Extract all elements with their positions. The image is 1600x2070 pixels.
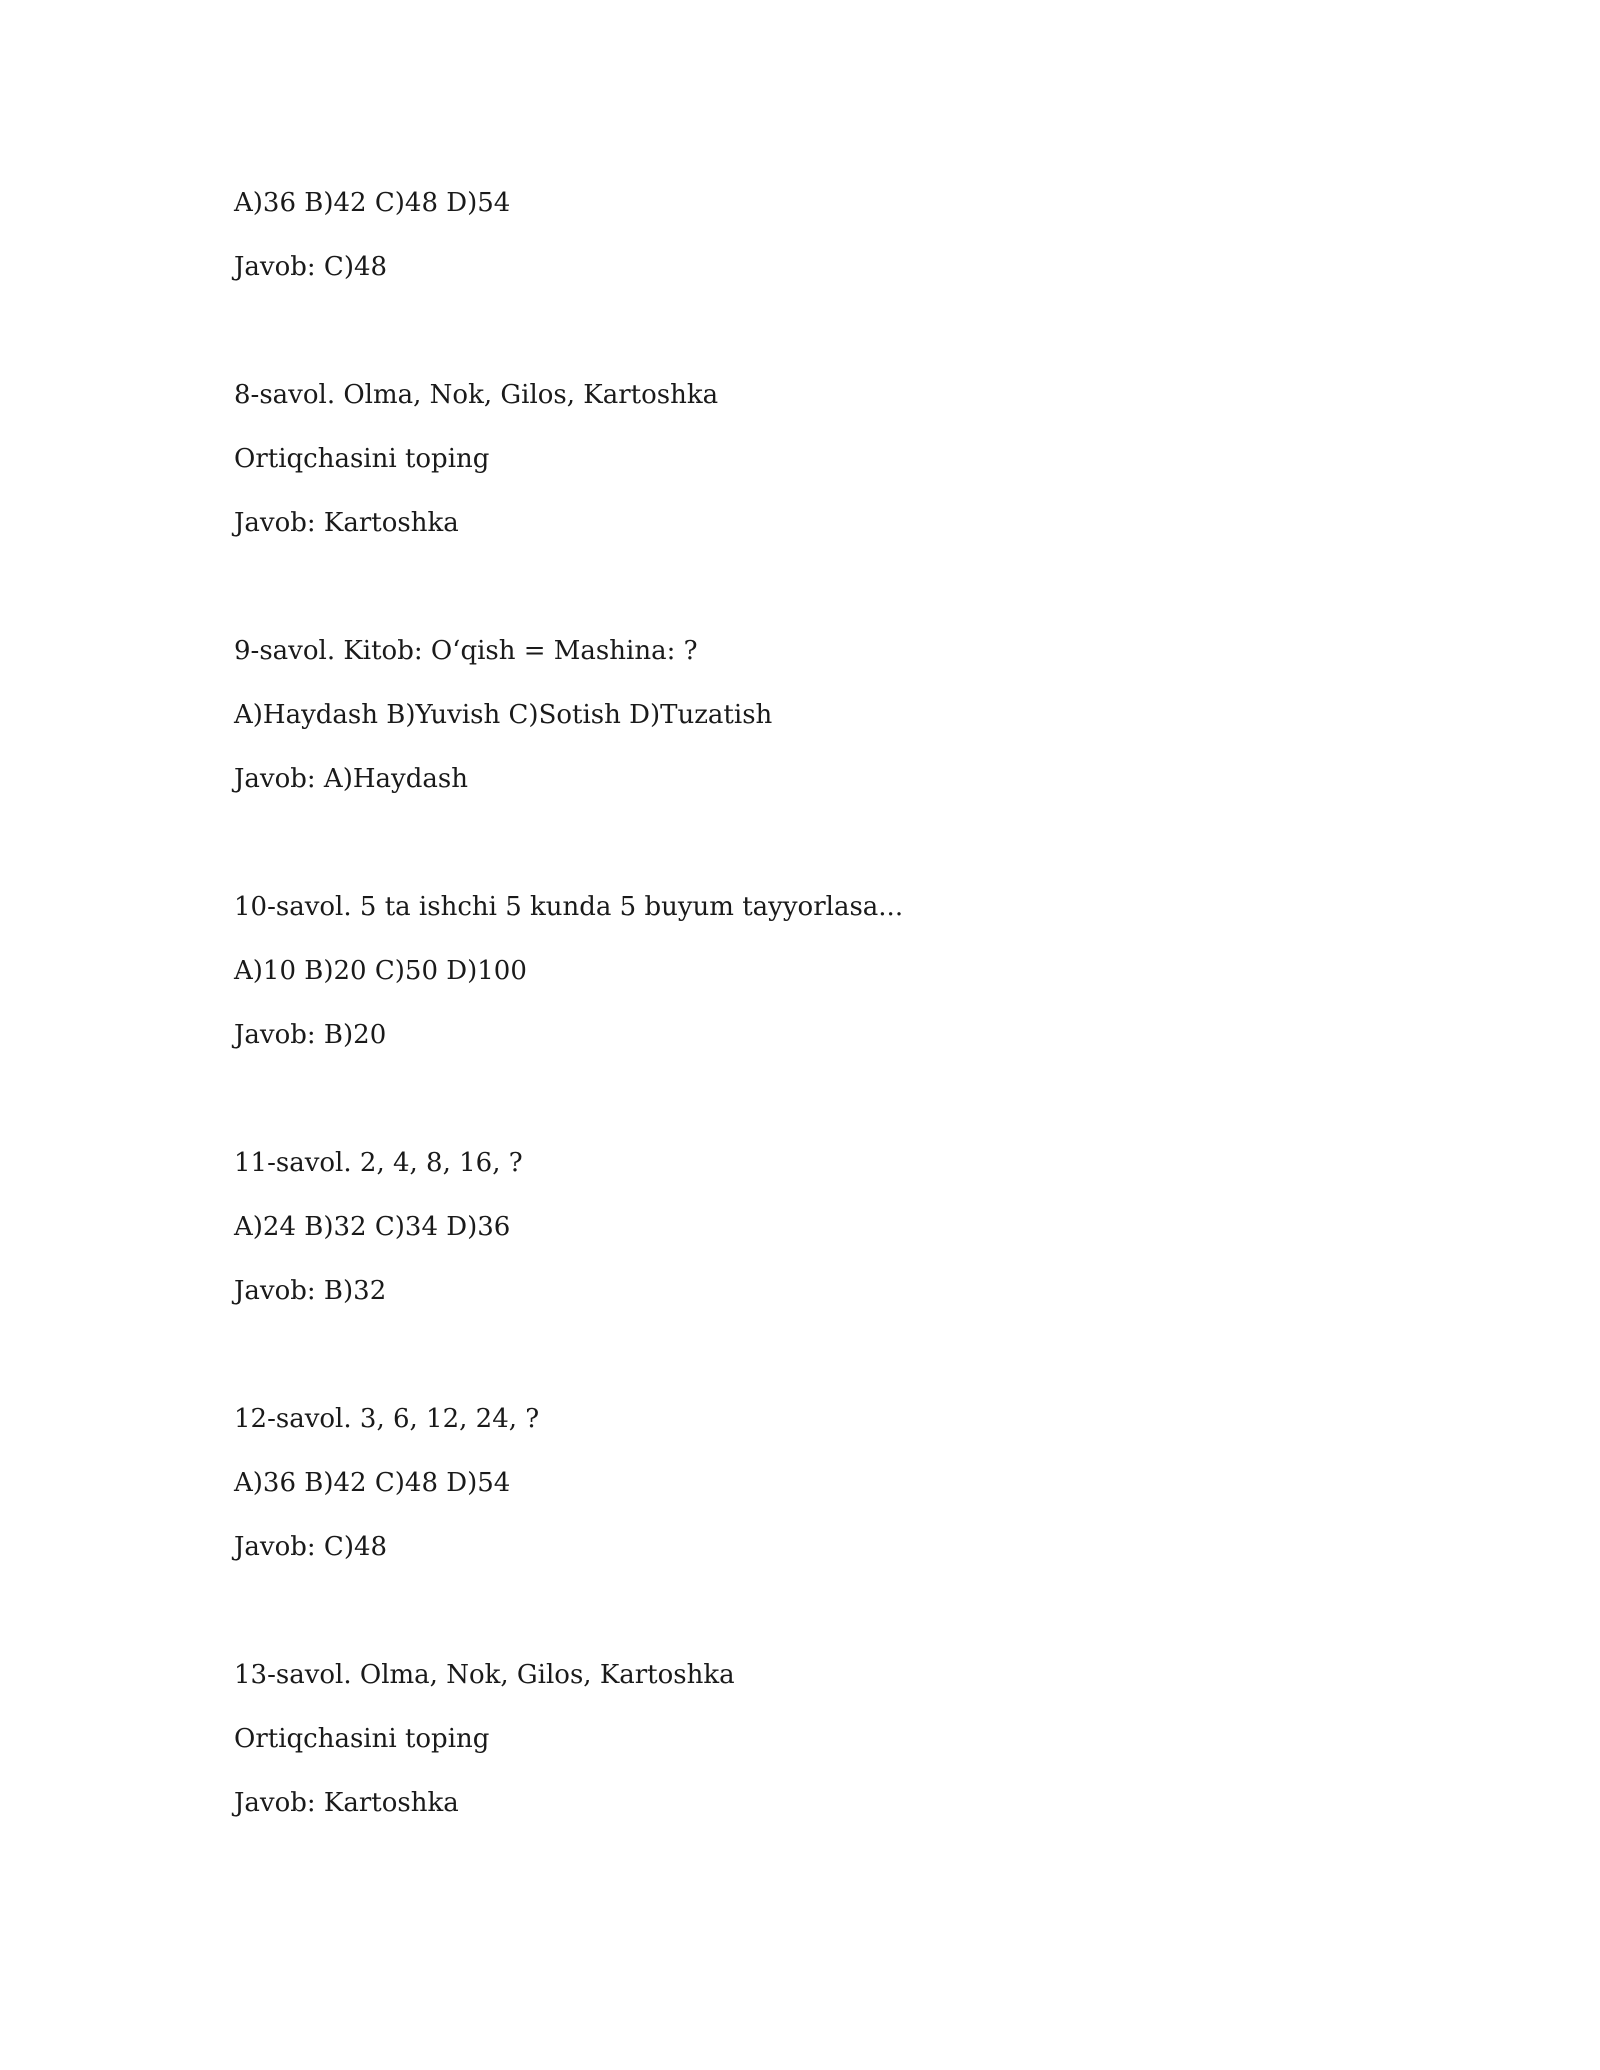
question-line: 12-savol. 3, 6, 12, 24, ? xyxy=(234,1404,540,1434)
answer-line: Javob: B)32 xyxy=(234,1276,387,1306)
options-line: A)24 B)32 C)34 D)36 xyxy=(234,1212,511,1242)
answer-line: Javob: C)48 xyxy=(234,1532,388,1562)
instruction-line: Ortiqchasini toping xyxy=(234,444,490,474)
options-line: A)10 B)20 C)50 D)100 xyxy=(234,956,527,986)
instruction-line: Ortiqchasini toping xyxy=(234,1724,490,1754)
options-line: A)Haydash B)Yuvish C)Sotish D)Tuzatish xyxy=(234,700,773,730)
answer-line: Javob: A)Haydash xyxy=(234,764,468,794)
answer-line: Javob: Kartoshka xyxy=(234,508,459,538)
options-line: A)36 B)42 C)48 D)54 xyxy=(234,188,511,218)
question-line: 13-savol. Olma, Nok, Gilos, Kartoshka xyxy=(234,1660,735,1690)
question-line: 9-savol. Kitob: O‘qish = Mashina: ? xyxy=(234,636,698,666)
answer-line: Javob: Kartoshka xyxy=(234,1788,459,1818)
answer-line: Javob: B)20 xyxy=(234,1020,387,1050)
question-line: 11-savol. 2, 4, 8, 16, ? xyxy=(234,1148,523,1178)
question-line: 8-savol. Olma, Nok, Gilos, Kartoshka xyxy=(234,380,719,410)
question-line: 10-savol. 5 ta ishchi 5 kunda 5 buyum tayyorlasa... xyxy=(234,892,904,922)
options-line: A)36 B)42 C)48 D)54 xyxy=(234,1468,511,1498)
answer-line: Javob: C)48 xyxy=(234,252,388,282)
